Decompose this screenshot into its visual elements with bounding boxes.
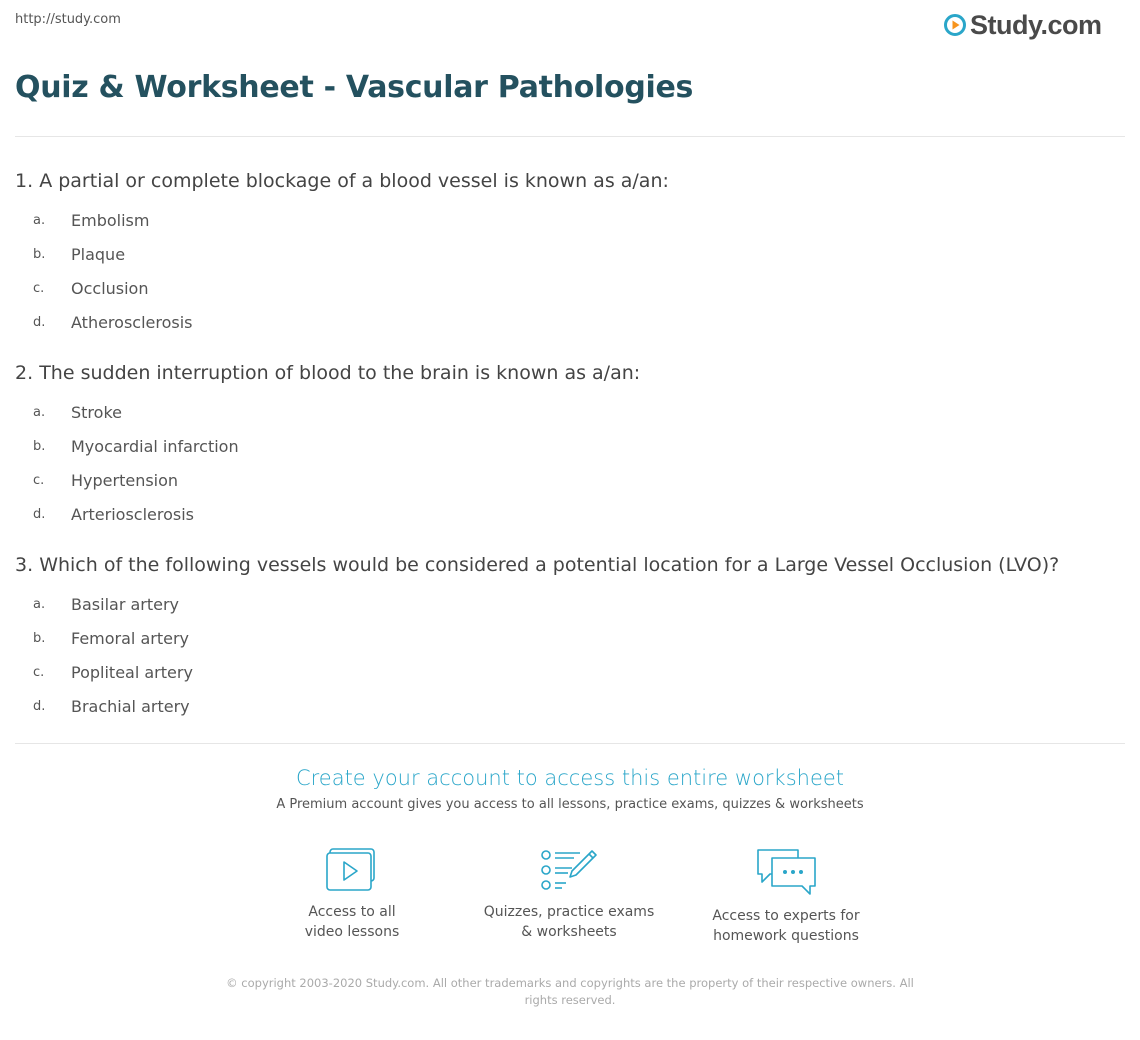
- answer-option[interactable]: a. Stroke: [33, 402, 122, 422]
- feature-quizzes: [469, 848, 669, 942]
- answer-option[interactable]: d. Brachial artery: [33, 696, 190, 716]
- answer-options: [15, 203, 1125, 339]
- answer-option[interactable]: c. Popliteal artery: [33, 662, 193, 682]
- page-url: http://study.com: [15, 12, 121, 27]
- question-3: [15, 554, 1125, 723]
- feature-label: Access to all video lessons: [304, 904, 400, 940]
- question-text: 1. A partial or complete blockage of a blood vessel is known as a/an:: [15, 170, 669, 192]
- divider: [15, 136, 1125, 137]
- premium-description: A Premium account gives you access to all lessons, practice exams, quizzes & worksheets: [276, 797, 864, 812]
- question-1: [15, 170, 1125, 339]
- video-lessons-icon: [326, 848, 378, 892]
- feature-label: Quizzes, practice exams & worksheets: [483, 904, 655, 940]
- divider: [15, 743, 1125, 744]
- question-text: 2. The sudden interruption of blood to the brain is known as a/an:: [15, 362, 641, 384]
- create-account-link[interactable]: Create your account to access this entire worksheet: [295, 766, 845, 790]
- feature-video-lessons: [252, 848, 452, 942]
- quiz-checklist-icon: [540, 848, 598, 892]
- answer-option[interactable]: b. Plaque: [33, 244, 126, 264]
- page-title: Quiz & Worksheet - Vascular Pathologies: [15, 70, 694, 105]
- answer-options: [15, 395, 1125, 531]
- study-logo[interactable]: [944, 9, 1102, 41]
- answer-option[interactable]: c. Hypertension: [33, 470, 179, 490]
- play-logo-icon: [944, 14, 966, 36]
- answer-option[interactable]: a. Embolism: [33, 210, 150, 230]
- feature-experts: [686, 848, 886, 946]
- logo-text: Study.com: [970, 9, 1102, 40]
- question-text: 3. Which of the following vessels would be considered a potential location for a Large Vessel Occlusion (LVO)?: [15, 554, 1060, 576]
- answer-option[interactable]: d. Atherosclerosis: [33, 312, 193, 332]
- answer-options: [15, 587, 1125, 723]
- chat-bubbles-icon: [754, 848, 818, 896]
- answer-option[interactable]: a. Basilar artery: [33, 594, 180, 614]
- answer-option[interactable]: b. Myocardial infarction: [33, 436, 239, 456]
- answer-option[interactable]: b. Femoral artery: [33, 628, 190, 648]
- answer-option[interactable]: d. Arteriosclerosis: [33, 504, 195, 524]
- copyright-footer: © copyright 2003-2020 Study.com. All other trademarks and copyrights are the property of their respective owners. All rights reserved.: [226, 976, 914, 1007]
- answer-option[interactable]: c. Occlusion: [33, 278, 149, 298]
- feature-label: Access to experts for homework questions: [712, 908, 860, 944]
- question-2: [15, 362, 1125, 531]
